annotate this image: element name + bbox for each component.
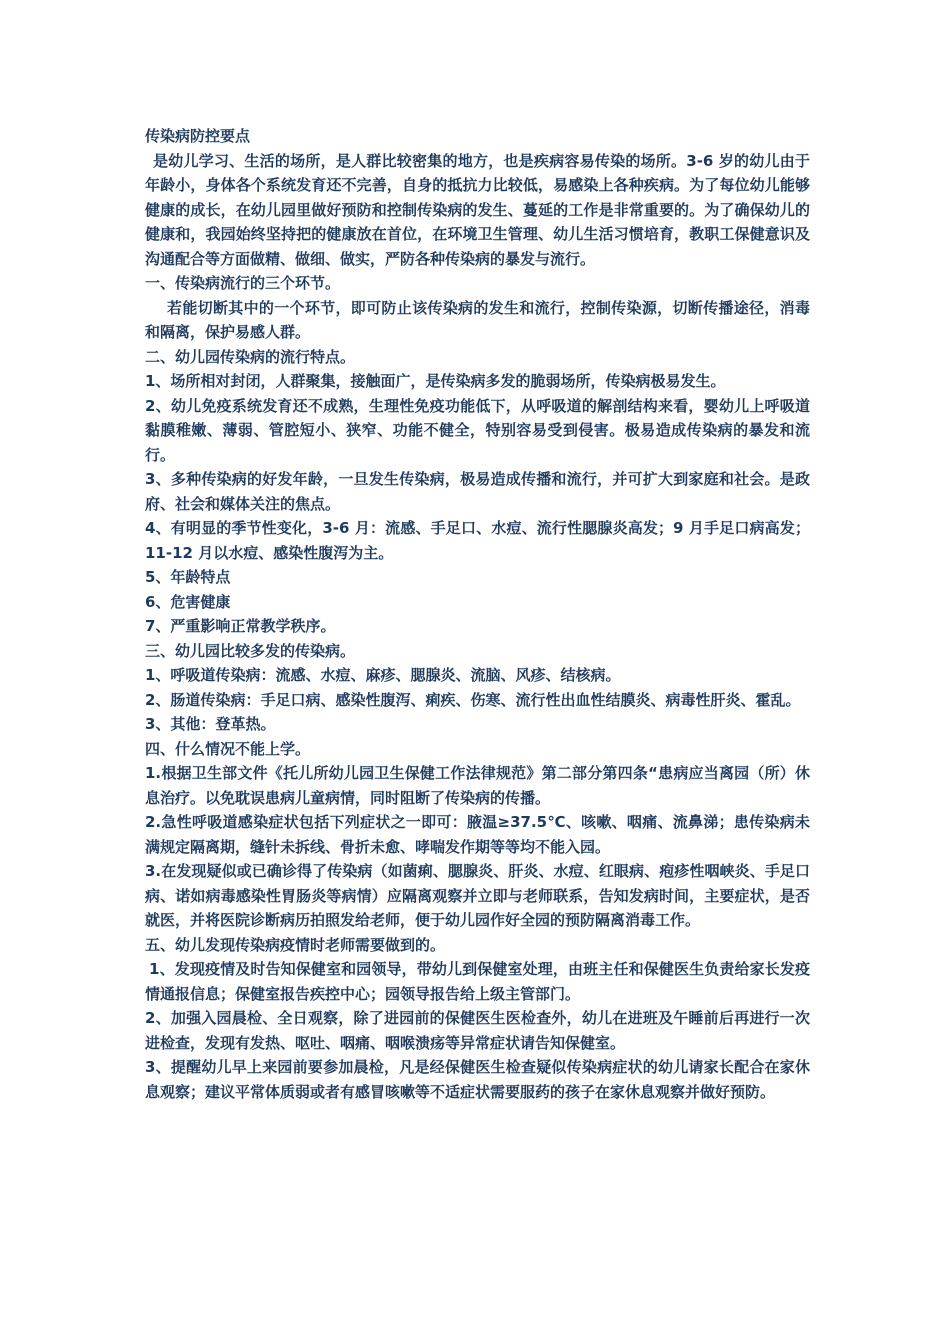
section-2-heading: 二、幼儿园传染病的流行特点。 xyxy=(145,347,356,366)
list-item: 1.根据卫生部文件《托儿所幼儿园卫生保健工作法律规范》第二部分第四条“患病应当离园（所）休息治疗。以免耽误患病儿童病情，同时阻断了传染病的传播。 xyxy=(145,764,810,807)
list-item: 1、场所相对封闭，人群聚集，接触面广，是传染病多发的脆弱场所，传染病极易发生。 xyxy=(145,372,726,390)
list-item: 6、危害健康 xyxy=(145,592,231,611)
list-item: 3、多种传染病的好发年龄，一旦发生传染病，极易造成传播和流行，并可扩大到家庭和社会。是政府、社会和媒体关注的焦点。 xyxy=(145,470,810,513)
section-1-body: 若能切断其中的一个环节，即可防止该传染病的发生和流行，控制传染源，切断传播途径，消毒和隔离，保护易感人群。 xyxy=(145,298,810,341)
list-item: 2、加强入园晨检、全日观察，除了进园前的保健医生医检查外，幼儿在进班及午睡前后再进行一次进检查，发现有发热、呕吐、咽痛、咽喉溃疡等异常症状请告知保健室。 xyxy=(145,1009,810,1052)
list-item: 3、提醒幼儿早上来园前要参加晨检，凡是经保健医生检查疑似传染病症状的幼儿请家长配合在家休息观察；建议平常体质弱或者有感冒咳嗽等不适症状需要服药的孩子在家休息观察并做好预防。 xyxy=(145,1058,810,1101)
list-item: 1、呼吸道传染病：流感、水痘、麻疹、腮腺炎、流脑、风疹、结核病。 xyxy=(145,666,621,684)
list-item: 7、严重影响正常教学秩序。 xyxy=(145,617,336,635)
list-item: 3、其他：登革热。 xyxy=(145,715,276,733)
section-1-heading: 一、传染病流行的三个环节。 xyxy=(145,274,341,292)
section-5-heading: 五、幼儿发现传染病疫情时老师需要做到的。 xyxy=(145,935,446,954)
list-item: 4、有明显的季节性变化，3-6 月：流感、手足口、水痘、流行性腮腺炎高发；9 月手足口病高发；11-12 月以水痘、感染性腹泻为主。 xyxy=(145,519,810,562)
section-3-heading: 三、幼儿园比较多发的传染病。 xyxy=(145,641,356,660)
list-item: 5、年龄特点 xyxy=(145,568,231,586)
list-item: 2、肠道传染病：手足口病、感染性腹泻、痢疾、伤寒、流行性出血性结膜炎、病毒性肝炎、霍乱。 xyxy=(145,690,801,709)
list-item: 1、发现疫情及时告知保健室和园领导，带幼儿到保健室处理，由班主任和保健医生负责给家长发疫情通报信息；保健室报告疾控中心；园领导报告给上级主管部门。 xyxy=(145,960,810,1003)
intro-paragraph: 是幼儿学习、生活的场所，是人群比较密集的地方，也是疾病容易传染的场所。3-6 岁的幼儿由于年龄小，身体各个系统发育还不完善，自身的抵抗力比较低，易感染上各种疾病。为了每位幼儿能够健康的成长，在幼儿园里做好预防和控制传染病的发生、蔓延的工作是非常重要的。为了确保幼儿的健康和，我园始终坚持把的健康放在首位，在环境卫生管理、幼儿生活习惯培育，教职工保健意识及沟通配合等方面做精、做细、做实，严防各种传染病的暴发与流行。 xyxy=(145,151,810,268)
list-item: 2、幼儿免疫系统发育还不成熟，生理性免疫功能低下，从呼吸道的解剖结构来看，婴幼儿上呼吸道黏膜稚嫩、薄弱、管腔短小、狭窄、功能不健全，特别容易受到侵害。极易造成传染病的暴发和流行。 xyxy=(145,396,810,464)
document-page xyxy=(145,124,810,1104)
list-item: 3.在发现疑似或已确诊得了传染病（如菌痢、腮腺炎、肝炎、水痘、红眼病、疱疹性咽峡炎、手足口病、诺如病毒感染性胃肠炎等病情）应隔离观察并立即与老师联系，告知发病时间，主要症状，是否就医，并将医院诊断病历拍照发给老师，便于幼儿园作好全园的预防隔离消毒工作。 xyxy=(145,862,810,929)
section-4-heading: 四、什么情况不能上学。 xyxy=(145,739,311,758)
document-title: 传染病防控要点 xyxy=(145,127,251,145)
list-item: 2.急性呼吸道感染症状包括下列症状之一即可：腋温≥37.5℃、咳嗽、咽痛、流鼻涕；患传染病未满规定隔离期，缝针未拆线、骨折未愈、哮喘发作期等等均不能入园。 xyxy=(145,813,810,856)
